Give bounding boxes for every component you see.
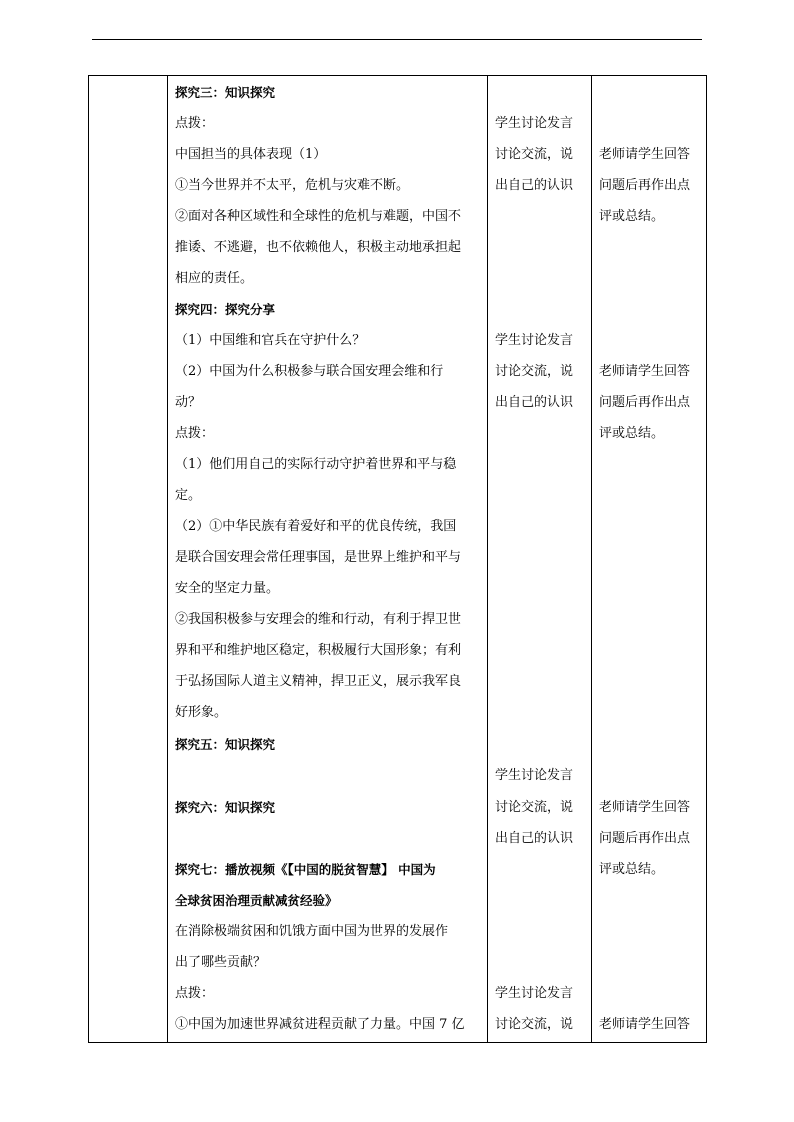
- content-line: ①当今世界并不太平，危机与灾难不断。: [175, 178, 410, 193]
- content-line: 在消除极端贫困和饥饿方面中国为世界的发展作: [175, 924, 449, 939]
- content-line: （2）①中华民族有着爱好和平的优良传统，我国: [175, 519, 457, 534]
- teacher-activity-line: 问题后再作出点: [599, 178, 691, 193]
- content-line: 定。: [175, 488, 202, 503]
- teacher-activity-line: 老师请学生回答: [599, 800, 691, 815]
- content-line: （1）中国维和官兵在守护什么？: [175, 333, 366, 348]
- student-activity-line: 出自己的认识: [495, 831, 574, 846]
- content-line: 中国担当的具体表现（1）: [175, 147, 327, 162]
- teacher-activity-line: 老师请学生回答: [599, 1017, 691, 1032]
- content-line: ①中国为加速世界减贫进程贡献了力量。中国 7 亿: [175, 1017, 465, 1032]
- student-activity-line: 讨论交流，说: [495, 800, 574, 815]
- content-line: ②面对各种区域性和全球性的危机与难题，中国不: [175, 209, 462, 224]
- column-divider: [487, 76, 488, 1042]
- content-line: 安全的坚定力量。: [175, 581, 280, 596]
- student-activity-line: 讨论交流，说: [495, 147, 574, 162]
- teacher-activity-line: 老师请学生回答: [599, 147, 691, 162]
- student-activity-line: 学生讨论发言: [495, 333, 574, 348]
- content-line: 全球贫困治理贡献减贫经验》: [175, 893, 338, 908]
- content-line: 探究五：知识探究: [175, 737, 276, 752]
- teacher-activity-line: 评或总结。: [599, 426, 665, 441]
- content-line: 探究四：探究分享: [175, 302, 276, 317]
- teacher-activity-line: 评或总结。: [599, 862, 665, 877]
- content-line: 界和平和维护地区稳定，积极履行大国形象；有利: [175, 643, 462, 658]
- content-line: 动？: [175, 395, 202, 410]
- student-activity-line: 讨论交流，说: [495, 364, 574, 379]
- student-activity-column: [495, 76, 589, 1042]
- content-line: 点拨：: [175, 986, 215, 1001]
- teacher-activity-line: 评或总结。: [599, 209, 665, 224]
- teacher-activity-line: 问题后再作出点: [599, 831, 691, 846]
- student-activity-line: 学生讨论发言: [495, 768, 574, 783]
- content-line: ②我国积极参与安理会的维和行动，有利于捍卫世: [175, 612, 462, 627]
- column-divider: [591, 76, 592, 1042]
- content-line: 探究七：播放视频《【中国的脱贫智慧】 中国为: [175, 862, 436, 877]
- content-line: 探究三：知识探究: [175, 85, 276, 100]
- student-activity-line: 出自己的认识: [495, 178, 574, 193]
- content-line: （2）中国为什么积极参与联合国安理会维和行: [175, 364, 444, 379]
- teaching-content-column: [175, 76, 483, 1042]
- lesson-plan-table: [88, 75, 707, 1043]
- teacher-activity-line: 老师请学生回答: [599, 364, 691, 379]
- student-activity-line: 出自己的认识: [495, 395, 574, 410]
- content-line: 于弘扬国际人道主义精神，捍卫正义，展示我军良: [175, 674, 462, 689]
- content-line: 点拨：: [175, 116, 215, 131]
- content-line: 点拨：: [175, 426, 215, 441]
- teacher-activity-column: [599, 76, 705, 1042]
- student-activity-line: 学生讨论发言: [495, 986, 574, 1001]
- header-rule: [92, 39, 702, 40]
- content-line: 是联合国安理会常任理事国，是世界上维护和平与: [175, 550, 462, 565]
- content-line: 好形象。: [175, 705, 228, 720]
- content-line: 出了哪些贡献？: [175, 955, 267, 970]
- content-line: （1）他们用自己的实际行动守护着世界和平与稳: [175, 457, 457, 472]
- content-line: 推诿、不逃避，也不依赖他人，积极主动地承担起: [175, 240, 462, 255]
- content-line: 探究六：知识探究: [175, 800, 276, 815]
- student-activity-line: 讨论交流，说: [495, 1017, 574, 1032]
- column-divider: [167, 76, 168, 1042]
- blank-column: [89, 76, 167, 1042]
- teacher-activity-line: 问题后再作出点: [599, 395, 691, 410]
- content-line: 相应的责任。: [175, 271, 254, 286]
- student-activity-line: 学生讨论发言: [495, 116, 574, 131]
